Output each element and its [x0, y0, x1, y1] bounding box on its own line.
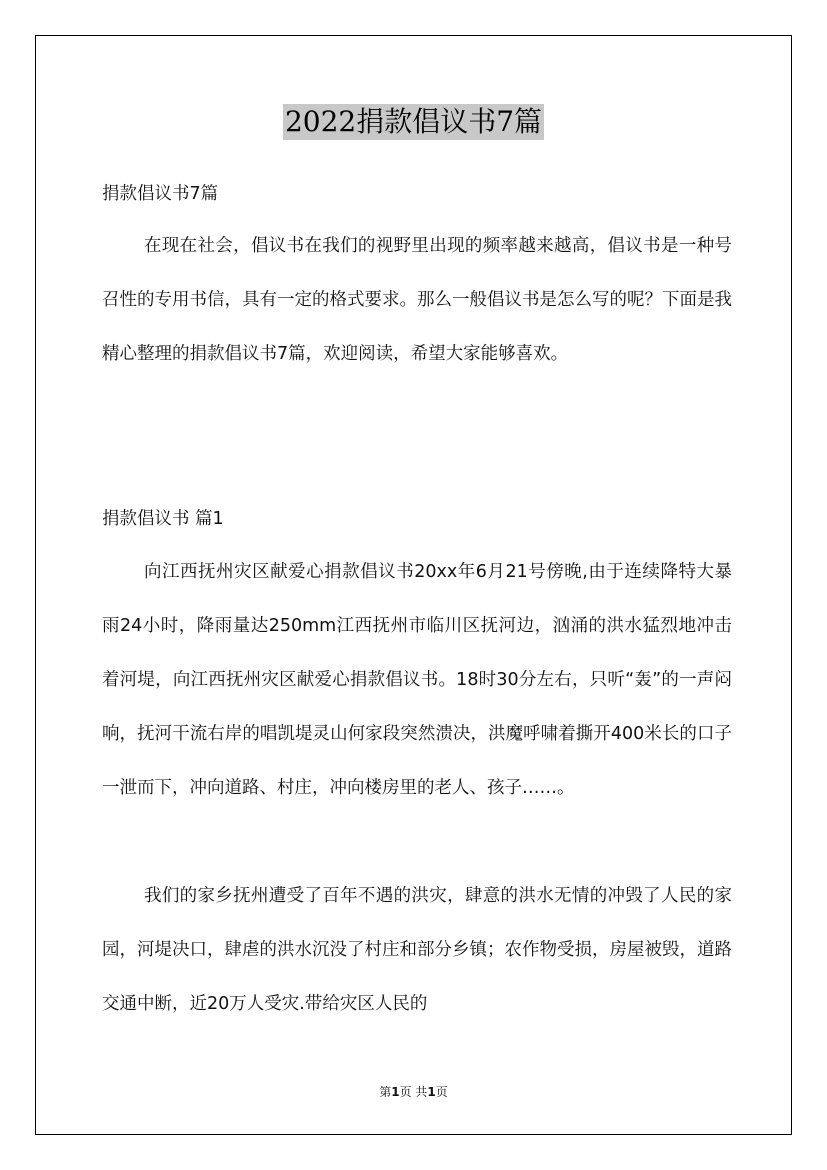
page-footer	[0, 1083, 827, 1101]
footer-prefix: 第	[379, 1085, 392, 1099]
body-paragraph-2: 我们的家乡抚州遭受了百年不遇的洪灾，肆意的洪水无情的冲毁了人民的家园，河堤决口，肆虐的洪水沉没了村庄和部分乡镇；农作物受损，房屋被毁，道路交通中断，近20万人受灾.带给灾区人民的	[102, 886, 732, 1014]
section-heading: 捐款倡议书 篇1	[102, 509, 224, 529]
document-title: 2022捐款倡议书7篇	[284, 105, 543, 138]
footer-total-pages: 1	[427, 1085, 436, 1099]
intro-paragraph: 在现在社会，倡议书在我们的视野里出现的频率越来越高，倡议书是一种号召性的专用书信，具有一定的格式要求。那么一般倡议书是怎么写的呢？下面是我精心整理的捐款倡议书7篇，欢迎阅读，希望大家能够喜欢。	[102, 236, 732, 364]
footer-suffix: 页	[435, 1085, 448, 1099]
title-container	[0, 104, 827, 140]
document-subtitle: 捐款倡议书7篇	[102, 184, 219, 204]
footer-page-number: 1	[391, 1085, 400, 1099]
footer-mid: 页 共	[399, 1085, 428, 1099]
body-paragraph-1: 向江西抚州灾区献爱心捐款倡议书20xx年6月21号傍晚,由于连续降特大暴雨24小时，降雨量达250mm江西抚州市临川区抚河边，汹涌的洪水猛烈地冲击着河堤，向江西抚州灾区献爱心捐款倡议书。18时30分左右，只听“轰”的一声闷响，抚河干流右岸的唱凯堤灵山何家段突然溃决，洪魔呼啸着撕开400米长的口子一泄而下，冲向道路、村庄，冲向楼房里的老人、孩子……。	[102, 562, 732, 798]
